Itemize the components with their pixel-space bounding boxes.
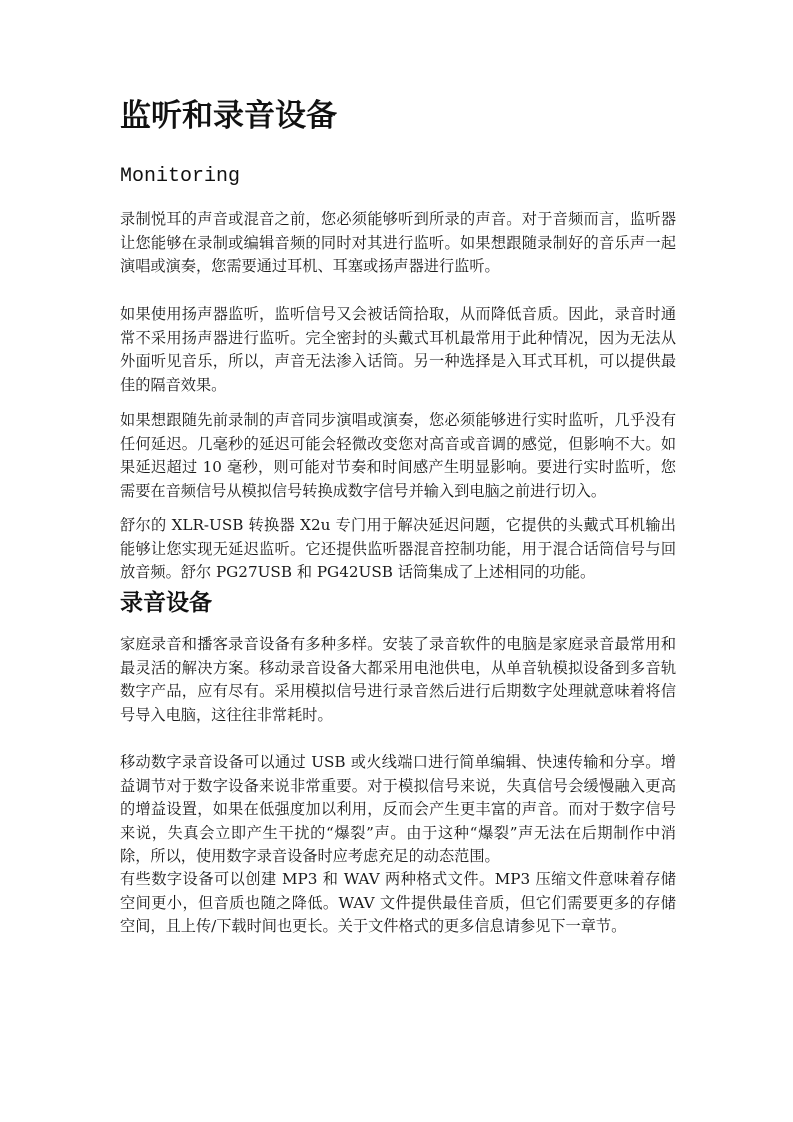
monitoring-paragraph-4: 舒尔的 XLR-USB 转换器 X2u 专门用于解决延迟问题，它提供的头戴式耳机输出能够让您实现无延迟监听。它还提供监听器混音控制功能，用于混合话筒信号与回放音频。舒尔 PG27USB 和 PG42USB 话筒集成了上述相同的功能。 bbox=[120, 516, 676, 581]
page-title: 监听和录音设备 bbox=[120, 98, 337, 134]
monitoring-paragraph-1: 录制悦耳的声音或混音之前，您必须能够听到所录的声音。对于音频而言，监听器让您能够在录制或编辑音频的同时对其进行监听。如果想跟随录制好的音乐声一起演唱或演奏，您需要通过耳机、耳塞或扬声器进行监听。 bbox=[120, 210, 676, 275]
monitoring-heading: Monitoring bbox=[120, 165, 241, 188]
monitoring-paragraph-3: 如果想跟随先前录制的声音同步演唱或演奏，您必须能够进行实时监听，几乎没有任何延迟。几毫秒的延迟可能会轻微改变您对高音或音调的感觉，但影响不大。如果延迟超过 10 毫秒，则可能对节奏和时间感产生明显影响。要进行实时监听，您需要在音频信号从模拟信号转换成数字信号并输入到电脑之前进行切入。 bbox=[120, 411, 676, 500]
recording-equipment-heading: 录音设备 bbox=[120, 590, 212, 616]
recording-paragraph-1: 家庭录音和播客录音设备有多种多样。安装了录音软件的电脑是家庭录音最常用和最灵活的解决方案。移动录音设备大都采用电池供电，从单音轨模拟设备到多音轨数字产品，应有尽有。采用模拟信号进行录音然后进行后期数字处理就意味着将信号导入电脑，这往往非常耗时。 bbox=[120, 635, 676, 724]
recording-paragraph-2: 移动数字录音设备可以通过 USB 或火线端口进行简单编辑、快速传输和分享。增益调节对于数字设备来说非常重要。对于模拟信号来说，失真信号会缓慢融入更高的增益设置，如果在低强度加以利用，反而会产生更丰富的声音。而对于数字信号来说，失真会立即产生干扰的“爆裂”声。由于这种“爆裂”声无法在后期制作中消除，所以，使用数字录音设备时应考虑充足的动态范围。 bbox=[120, 753, 676, 865]
recording-paragraph-3: 有些数字设备可以创建 MP3 和 WAV 两种格式文件。MP3 压缩文件意味着存储空间更小，但音质也随之降低。WAV 文件提供最佳音质，但它们需要更多的存储空间，且上传/下载时间也更长。关于文件格式的更多信息请参见下一章节。 bbox=[120, 870, 676, 935]
monitoring-paragraph-2: 如果使用扬声器监听，监听信号又会被话筒拾取，从而降低音质。因此，录音时通常不采用扬声器进行监听。完全密封的头戴式耳机最常用于此种情况，因为无法从外面听见音乐，所以，声音无法渗入话筒。另一种选择是入耳式耳机，可以提供最佳的隔音效果。 bbox=[120, 305, 676, 394]
